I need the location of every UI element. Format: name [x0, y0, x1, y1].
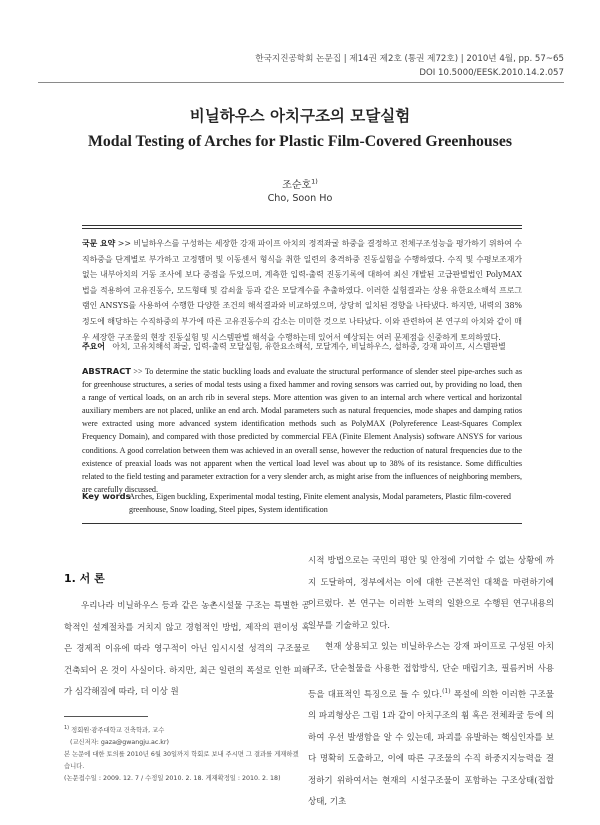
- header-rule: [38, 82, 564, 83]
- author-korean: [0, 176, 600, 191]
- english-keywords-label: Key words: [82, 491, 131, 501]
- body-paragraph: [308, 637, 554, 814]
- footnote-mark: 1): [64, 725, 70, 731]
- english-abstract-label: ABSTRACT: [82, 366, 131, 376]
- english-abstract-text: To determine the static buckling loads and evaluate the structural performance of slender steel pipe-arches such as for greenhouse structures, a series of modal tests using a fixed hammer and roving sensors was carried out, by providing no load, then a range of vertical loads, on an arch rib in several steps. More attention was given to an internal arch where vertical and horizontal auxiliary members are not placed, unlike an end arch. Modal parameters such as natural frequencies, mode shapes and damping ratios were extracted using more advanced system identification methods such as PolyMAX (Polyreference Least-Squares Complex Frequency Domain), and compared with those predicted by commercial FEA (Finite Element Analysis) software ANSYS for various conditions. A good correlation between them was achieved in an overall sense, however the reduction of natural frequencies due to the existence of preaxial loads was not apparent when the vertical load level was about up to 38% of its resistance. Some difficulties related to the field testing and parameter extraction for a very slender arch, as might arise from the influences of neighboring members, are carefully discussed.: [82, 367, 522, 494]
- body-left-column: [64, 596, 310, 704]
- reference-mark: (1): [442, 687, 451, 695]
- author-name-korean: 조순호: [282, 180, 312, 191]
- body-paragraph: 시적 방법으로는 국민의 평안 및 안정에 기여할 수 없는 상황에 까지 도달하여, 정부에서는 이에 대한 근본적인 대책을 마련하기에 이르렀다. 본 연구는 이러한 노력의 일환으로 수행된 연구내용의 일부를 기술하고 있다.: [308, 556, 554, 631]
- english-abstract-marker: >>: [130, 367, 145, 376]
- footnote-rule: [64, 716, 148, 717]
- english-title: Modal Testing of Arches for Plastic Film-Covered Greenhouses: [87, 133, 512, 150]
- body-text: 폭설에 의한 이러한 구조물의 파괴형상은 그림 1과 같이 아치구조의 휨 혹은 전체좌굴 등에 의하여 우선 발생함을 알 수 있는데, 파괴를 유발하는 핵심인자를 보다 명확히 도출하고, 이에 따른 구조물의 수직 하중지지능력을 결정하기 위하여서는 현재의 시설구조물이 포함하는 구조상태(접합상태, 기초: [308, 689, 554, 808]
- body-right-column: [308, 551, 554, 814]
- footnote-affiliation: [64, 722, 300, 737]
- abstract-rule-bottom: [82, 523, 522, 524]
- korean-abstract-label: 국문 요약: [82, 239, 116, 248]
- abstract-rule-top: [82, 225, 522, 226]
- korean-title: 비닐하우스 아치구조의 모달실험: [189, 107, 411, 125]
- journal-citation: 한국지진공학회 논문집 | 제14권 제2호 (통권 제72호) | 2010년 4월, pp. 57~65: [255, 54, 564, 64]
- abstract-rule-top-double: [82, 228, 522, 229]
- english-keywords-text: Arches, Eigen buckling, Experimental modal testing, Finite element analysis, Modal parameters, Plastic film-covered greenhouse, Snow loading, Steel pipes, System identification: [129, 492, 511, 515]
- author-english: Cho, Soon Ho: [267, 193, 333, 204]
- author-footnote-mark: 1): [311, 177, 318, 186]
- body-paragraph: 우리나라 비닐하우스 등과 같은 농촌시설물 구조는 특별한 공학적인 설계절차를 거치지 않고 경험적인 방법, 제작의 편이성 혹은 경제적 이유에 따라 영구적이 아닌 임시시설 성격의 구조물로 건축되어 온 것이 사실이다. 하지만, 최근 일련의 폭설로 인한 피해가 심각해짐에 따라, 더 이상 원: [64, 601, 310, 698]
- body-text: 현재 상용되고 있는 비닐하우스는 강재 파이프로 구성된 아치구조, 단순철물을 사용한 접합방식, 단순 매립기초, 필름커버 사용 등을 대표적인 특징으로 들 수 있다.: [308, 642, 554, 700]
- footnotes: [64, 722, 300, 786]
- footnote-contact: (교신저자: gaza@gwangju.ac.kr): [70, 739, 169, 747]
- footnote-affiliation-text: 정회원·광주대학교 건축학과, 교수: [69, 727, 165, 735]
- korean-keywords-label: 주요어: [82, 342, 105, 351]
- korean-abstract-marker: >>: [115, 239, 134, 248]
- korean-abstract: [82, 236, 522, 345]
- doi: DOI 10.5000/EESK.2010.14.2.057: [419, 68, 564, 78]
- footnote-dates: (논문접수일 : 2009. 12. 7 / 수정일 2010. 2. 18. 게재확정일 : 2010. 2. 18): [64, 775, 281, 783]
- english-abstract: [82, 365, 522, 496]
- korean-abstract-text: 비닐하우스를 구성하는 세장한 강재 파이프 아치의 정적좌굴 하중을 결정하고 전체구조성능을 평가하기 위하여 수직하중을 단계별로 부가하고 고정햄머 및 이동센서 형식을 취한 일련의 충격하중 진동실험을 수행하였다. 수직 및 수평보조재가 없는 내부아치의 거동 조사에 보다 중점을 두었으며, 계측한 입력-출력 진동기록에 대하여 최신 개발된 고급판별법인 PolyMAX법을 적용하여 고유진동수, 모드형태 및 감쇠율 등과 같은 모달계수를 추출하였다. 이러한 실험결과는 상용 유한요소해석 프로그램인 ANSYS를 사용하여 수행한 다양한 조건의 해석결과와 비교하였으며, 상당히 일치된 경향을 나타냈다. 하지만, 내력의 38%정도에 해당하는 수직하중의 부가에 따른 고유진동수의 감소는 미미한 것으로 나타났다. 이와 관련하여 본 연구의 아치와 같이 매우 세장한 구조물의 현장 진동실험 및 시스템판별 해석을 수행하는데 있어서 예상되는 여러 문제점을 신중하게 토의하였다.: [82, 239, 522, 342]
- korean-keywords: [82, 341, 522, 352]
- footnote-discussion: 본 논문에 대한 토의를 2010년 6월 30일까지 학회로 보내 주시면 그 결과를 게재하겠습니다.: [64, 751, 299, 771]
- korean-keywords-text: 아치, 고유치해석 좌굴, 입력-출력 모달실험, 유한요소해석, 모달계수, 비닐하우스, 설하중, 강재 파이프, 시스템판별: [112, 342, 506, 351]
- english-keywords: [82, 490, 522, 516]
- section-heading: 1. 서 론: [64, 572, 105, 585]
